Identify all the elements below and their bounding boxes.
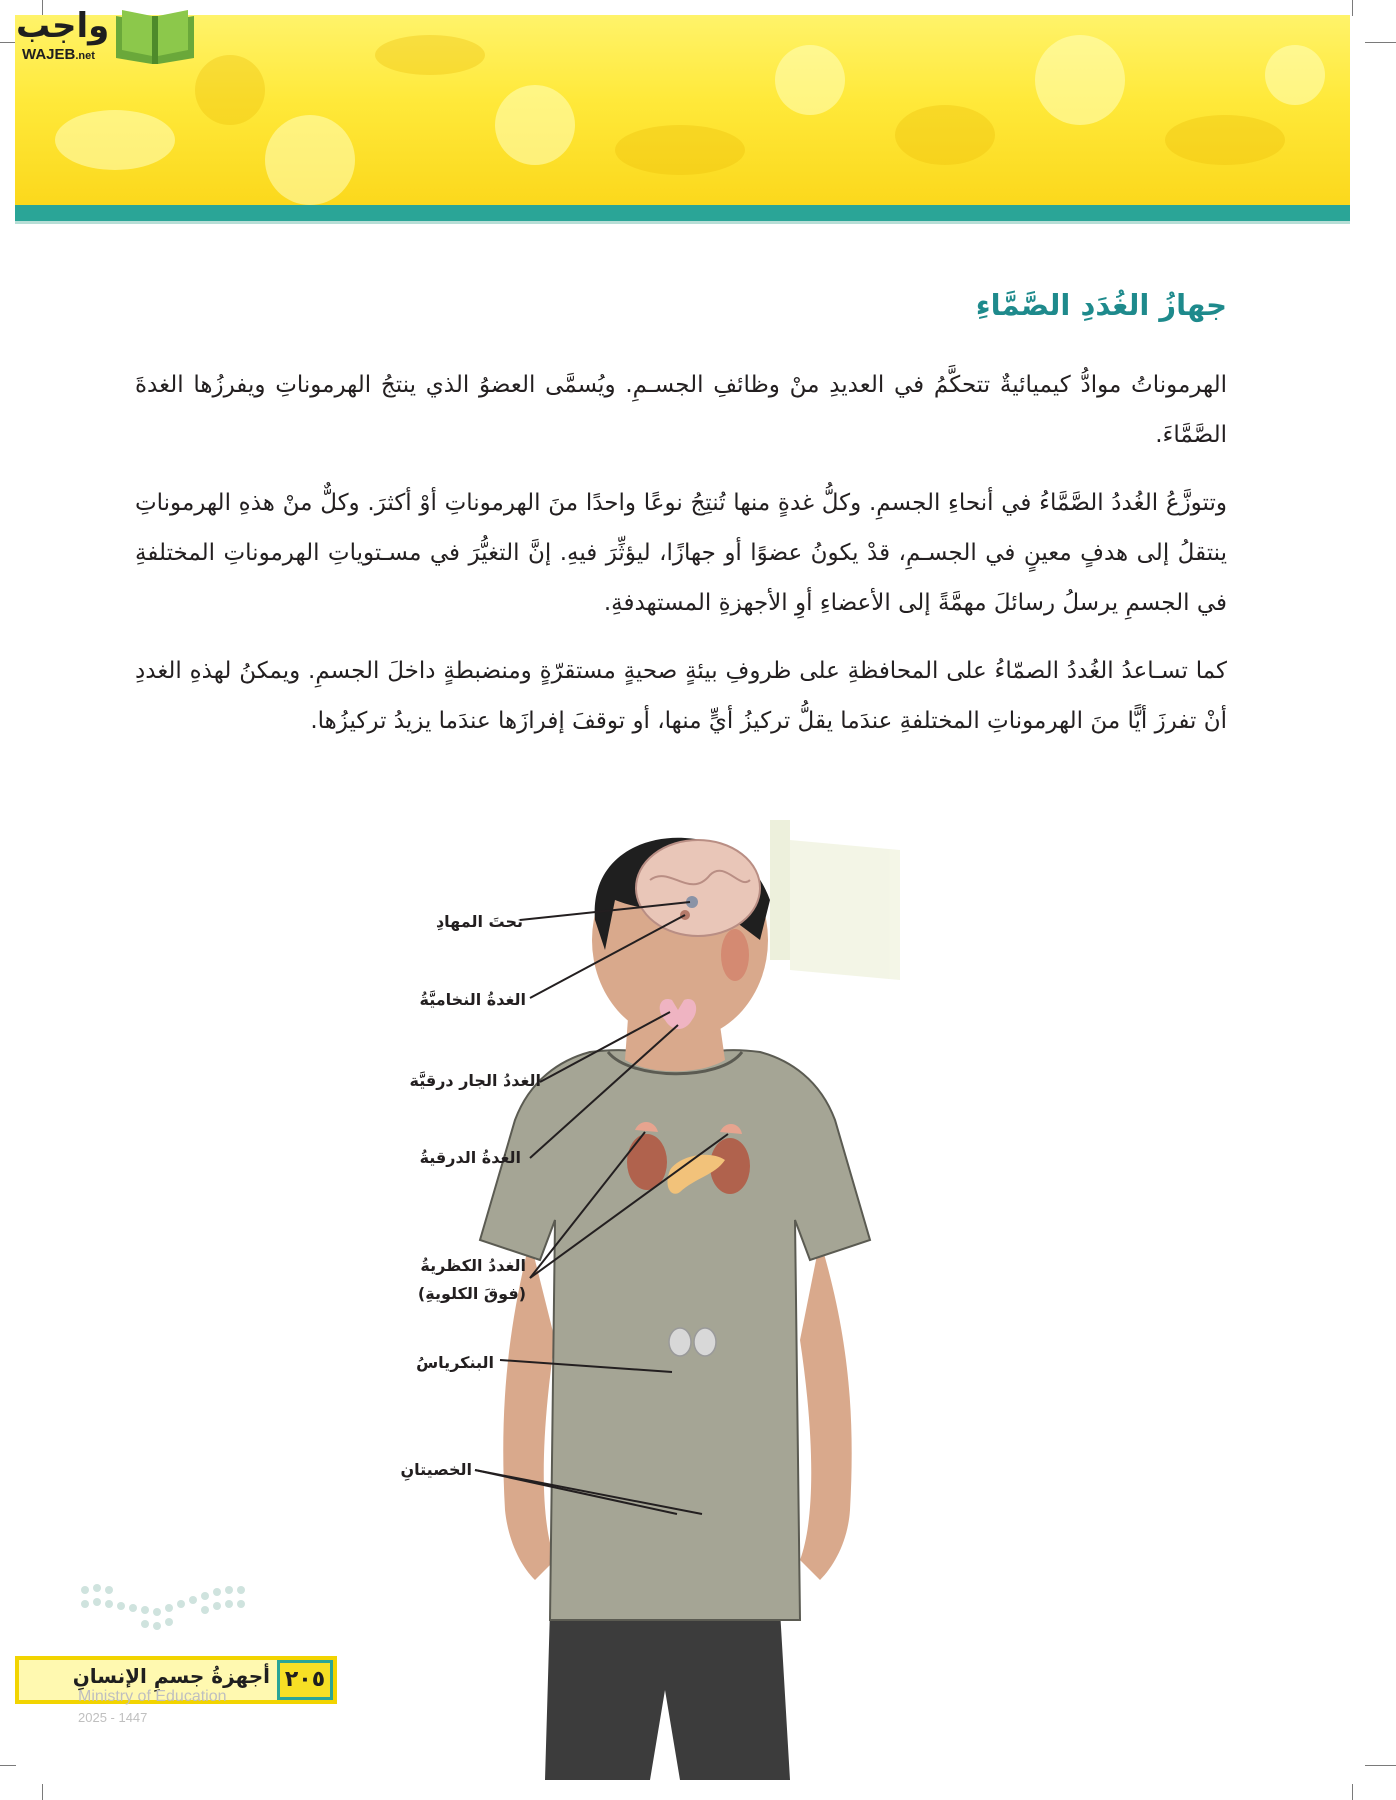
logo-en: WAJEB: [22, 46, 76, 63]
edition-year: 2025 - 1447: [78, 1710, 148, 1725]
crop-mark: [42, 1784, 43, 1800]
crop-mark: [1352, 0, 1353, 16]
crop-mark: [1352, 1784, 1353, 1800]
section-title: جهازُ الغُدَدِ الصَّمَّاءِ: [975, 288, 1227, 322]
banner-stripe-shadow: [15, 221, 1350, 224]
paragraph-homeostasis: كما تسـاعدُ الغُددُ الصمّاءُ على المحافظةِ على ظروفِ بيئةٍ صحيةٍ مستقرّةٍ ومنضبطةٍ داخلَ الجسمِ. ويمكنُ لهذهِ الغددِ أنْ تفرزَ أيًّا منَ الهرموناتِ المختلفةِ عندَما يقلُّ تركيزُ أيٍّ منها، أو توقفَ إفرازَها عندَما يزيدُ تركيزُها.: [135, 658, 1227, 734]
footer-chapter-title: أجهزةُ جسمِ الإنسانِ: [72, 1664, 270, 1688]
ministry-name-en: Ministry of Education: [78, 1688, 227, 1705]
logo-subtext: [22, 46, 95, 63]
label-pancreas: البنكرياسُ: [416, 1353, 494, 1372]
crop-mark: [1365, 1765, 1396, 1766]
logo-suffix: .net: [75, 50, 95, 62]
banner-stripe: [15, 205, 1350, 221]
left-testis: [669, 1328, 691, 1356]
right-arm: [800, 1240, 852, 1580]
crop-mark: [0, 1765, 16, 1766]
wajeb-watermark: [770, 820, 900, 980]
chapter-banner: [15, 15, 1350, 205]
label-thyroid: الغدةُ الدرقيةُ: [419, 1148, 521, 1167]
label-testes: الخصيتانِ: [400, 1460, 472, 1479]
crop-mark: [1365, 42, 1396, 43]
paragraph-hormones: الهرموناتُ موادُّ كيميائيةٌ تتحكَّمُ في العديدِ منْ وظائفِ الجسـمِ. ويُسمَّى العضوُ الذي ينتجُ الهرموناتِ ويفرزُها الغدةَ الصَّمَّاءَ.: [135, 372, 1227, 448]
label-adrenal-sub: (فوقَ الكلويةِ): [417, 1284, 526, 1303]
label-adrenal: الغددُ الكظريةُ: [420, 1256, 526, 1275]
label-parathyroid: الغددُ الجار درقيَّة: [409, 1071, 541, 1090]
wajeb-logo[interactable]: [10, 6, 190, 64]
label-hypothalamus: تحتَ المهادِ: [435, 912, 523, 931]
brain: [636, 840, 760, 936]
paragraph-distribution: وتتوزَّعُ الغُددُ الصَّمَّاءُ في أنحاءِ الجسمِ. وكلُّ غدةٍ منها تُنتِجُ نوعًا واحدًا منَ الهرموناتِ أوْ أكثرَ. وكلٌّ منْ هذهِ الهرموناتِ ينتقلُ إلى هدفٍ معينٍ في الجسـمِ، قدْ يكونُ عضوًا أو جهازًا، ليؤثِّرَ فيهِ. إنَّ التغيُّرَ في مسـتوياتِ الهرموناتِ المختلفةِ في الجسمِ يرسلُ رسائلَ مهمَّةً إلى الأعضاءِ أوِ الأجهزةِ المستهدفةِ.: [135, 490, 1227, 616]
page-number: ٢٠٥: [277, 1660, 333, 1700]
cerebellum: [721, 929, 749, 981]
logo-text: واجب: [16, 6, 110, 46]
trousers: [545, 1610, 790, 1780]
right-testis: [694, 1328, 716, 1356]
label-pituitary: الغدةُ النخاميَّةُ: [419, 990, 526, 1009]
book-icon: [114, 6, 196, 66]
